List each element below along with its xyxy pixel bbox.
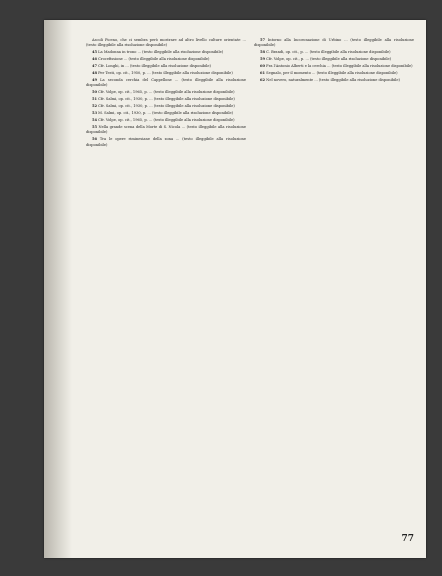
footnote-text: Crocefissione ... (testo illeggibile alla risoluzione disponibile) xyxy=(98,57,210,62)
footnote xyxy=(86,97,246,102)
footnote xyxy=(86,125,246,136)
footnote-number: 50 xyxy=(92,90,98,95)
footnote-number: 54 xyxy=(92,117,98,122)
footnote-number: 45 xyxy=(92,50,98,55)
footnote-text: La Madonna in trono ... (testo illeggibile alla risoluzione disponibile) xyxy=(98,50,224,55)
footnote-text: C. Brandi, op. cit., p. ... (testo illeggibile alla risoluzione disponibile) xyxy=(266,50,391,55)
footnote xyxy=(86,57,246,62)
footnote-number: 59 xyxy=(260,57,266,62)
left-column xyxy=(86,38,246,149)
footnote xyxy=(86,90,246,95)
footnote-text: Cfr. Volpe, op. cit., p. ... (testo illeggibile alla risoluzione disponibile) xyxy=(266,57,392,62)
footnote-text: Per Testi, op. cit., 1950, p. ... (testo illeggibile alla risoluzione disponibile) xyxy=(98,71,233,76)
footnote-number: 49 xyxy=(92,77,98,82)
footnote-number: 48 xyxy=(92,71,98,76)
footnote xyxy=(86,50,246,55)
footnote-text: Nel novero, naturalmente ... (testo illeggibile alla risoluzione disponibile) xyxy=(266,77,400,82)
footnote-number: 51 xyxy=(92,97,98,102)
footnote-number: 57 xyxy=(260,38,266,42)
footnote-number: 47 xyxy=(92,64,98,69)
footnote xyxy=(254,71,414,76)
footnote xyxy=(86,104,246,109)
footnote-number: 56 xyxy=(92,137,98,142)
right-column xyxy=(254,38,414,85)
footnote xyxy=(254,57,414,62)
footnote-number: 61 xyxy=(260,71,266,76)
footnote-text: Cfr. Salmi, op. cit., 1930, p. ... (testo illeggibile alla risoluzione disponibile) xyxy=(98,97,235,102)
footnote-number: 58 xyxy=(260,50,266,55)
footnote-number: 46 xyxy=(92,57,98,62)
footnote xyxy=(254,50,414,55)
footnote-text: Cfr. Salmi, op. cit., 1930, p. ... (testo illeggibile alla risoluzione disponibile) xyxy=(98,104,235,109)
page-number: 77 xyxy=(401,534,414,544)
footnote xyxy=(86,137,246,148)
page-gutter-shadow xyxy=(44,20,72,558)
footnote-text: Segnalo, per il momento ... (testo illeggibile alla risoluzione disponibile) xyxy=(266,71,398,76)
footnote-number: 60 xyxy=(260,64,266,69)
footnote-text: Nella grande scena della Morte di S. Nicola ... (testo illeggibile alla risoluzione disponibile) xyxy=(86,124,246,135)
footnote-text: Cfr. Volpe, op. cit., 1965, p. ... (testo illeggibile alla risoluzione disponibile) xyxy=(98,117,235,122)
footnote xyxy=(86,71,246,76)
footnote xyxy=(86,118,246,123)
footnote-text: La seconda cerchia del Cappellone ... (testo illeggibile alla risoluzione disponibile) xyxy=(86,77,246,88)
footnote xyxy=(86,38,246,49)
footnote-number: 62 xyxy=(260,77,266,82)
footnote xyxy=(254,78,414,83)
footnote-text: M. Salmi, op. cit., 1930, p. ... (testo illeggibile alla risoluzione disponibile) xyxy=(98,110,234,115)
footnote-text: Cfr. Volpe, op. cit., 1965, p. ... (testo illeggibile alla risoluzione disponibile) xyxy=(98,90,235,95)
footnote-text: Cfr. Longhi, in ... (testo illeggibile alla risoluzione disponibile) xyxy=(98,64,211,69)
footnote-text: Ascoli Piceno, che ci sembra però mostrare ad altro livello culture orientate ... (testo illeggibile alla risoluzione disponibile) xyxy=(86,38,246,48)
footnote-text: Fra l'Antonio Alberti e la cerchia ... (testo illeggibile alla risoluzione disponibile) xyxy=(266,64,413,69)
footnote xyxy=(86,78,246,89)
footnote xyxy=(254,64,414,69)
footnote-number: 55 xyxy=(92,124,98,129)
footnote-text: Tra le opere riminesiane della zona ... (testo illeggibile alla risoluzione disponibile) xyxy=(86,137,246,147)
footnote-number: 52 xyxy=(92,104,98,109)
footnote-number: 53 xyxy=(92,110,98,115)
document-page xyxy=(44,20,426,558)
footnote-text: Intorno alla Incoronazione di Urbino ... (testo illeggibile alla risoluzione disponibile) xyxy=(254,38,414,48)
footnote xyxy=(86,111,246,116)
footnote xyxy=(86,64,246,69)
footnote xyxy=(254,38,414,49)
